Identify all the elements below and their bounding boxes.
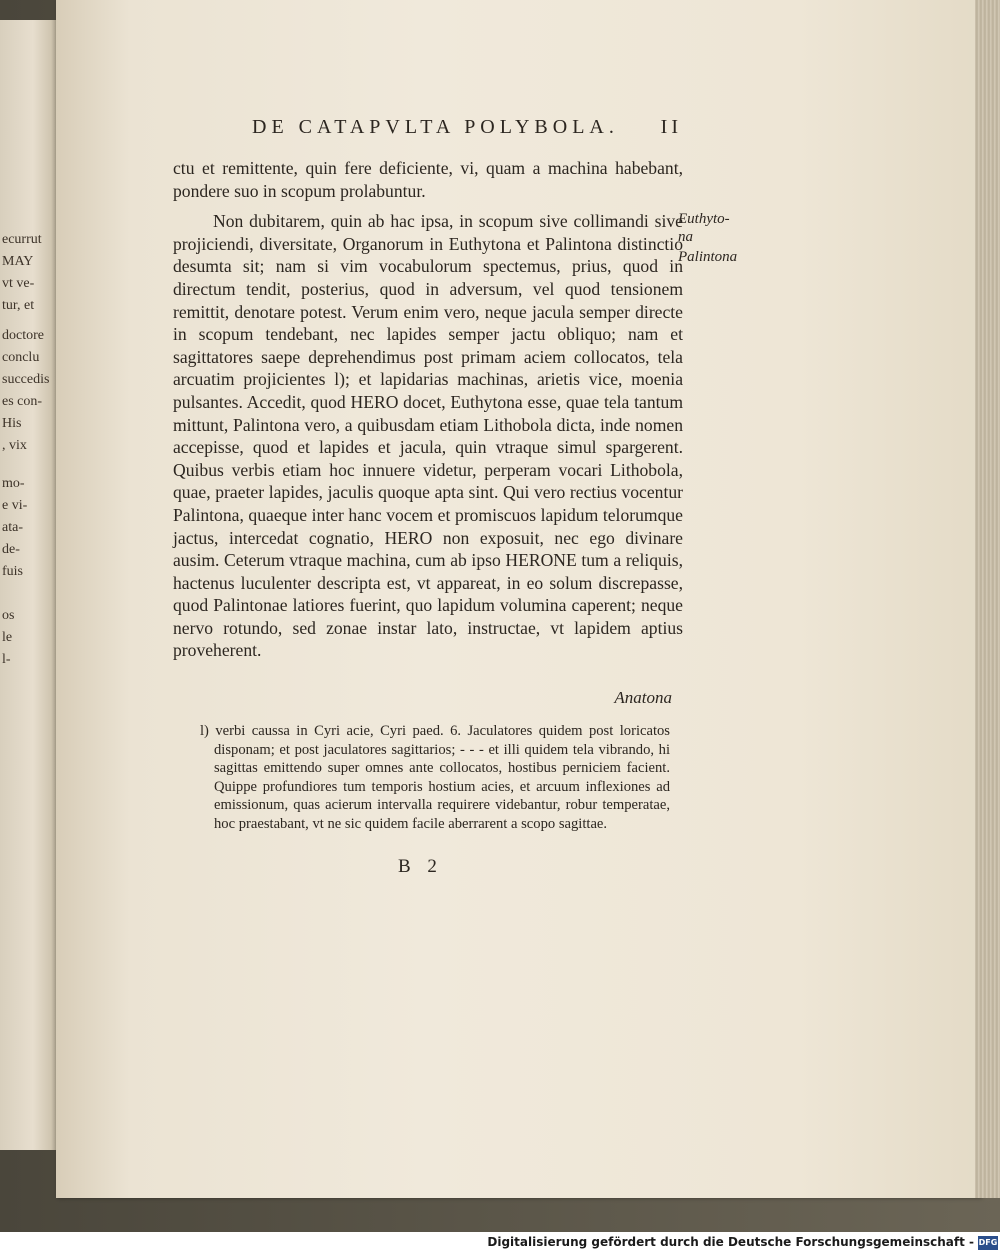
facing-text: l- (2, 652, 11, 667)
facing-text: fuis (2, 564, 23, 579)
facing-text: tur, et (2, 298, 35, 313)
facing-text: ecurrut (2, 232, 42, 247)
facing-text: es con- (2, 394, 43, 409)
facing-text: mo- (2, 476, 25, 491)
facing-text: e vi- (2, 498, 28, 513)
paragraph: ctu et remittente, quin fere deficiente, vi, quam a machina habebant, pondere suo in scopum prolabuntur. (173, 158, 683, 201)
facing-page-fragment (0, 20, 60, 1150)
margin-note-line: na (678, 229, 693, 245)
running-head-title: DE CATAPVLTA POLYBOLA. (252, 116, 619, 138)
footnote (200, 722, 670, 833)
facing-text: succedis (2, 372, 50, 387)
facing-text: doctore (2, 328, 44, 343)
footer-credit: Digitalisierung gefördert durch die Deutsche Forschungsgemeinschaft - (487, 1235, 974, 1249)
facing-text: , vix (2, 438, 27, 453)
paragraph: Non dubitarem, quin ab hac ipsa, in scopum sive collimandi sive projiciendi, diversitate, Organorum in Euthytona et Palintona distinctio desumta sit; nam si vim vocabulorum spectemus, prius, quod in directum tendit, posterius, quod in adversum, vel quod tensionem remittit, denotare potest. Verum enim vero, neque jacula semper directe in scopum tendebant, nec lapides semper jactu obliquo; nam et sagittatores saepe deprehendimus post primam aciem collocatos, tela arcuatim projicientes l); et lapidarias machinas, arietis vice, moenia pulsantes. Accedit, quod HERO docet, Euthytona esse, quae tela tantum mittunt, Palintona vero, a quibusdam etiam Lithobola dicta, inde nomen accepisse, quod et lapides et jacula, quin vtraque simul spargerent. Quibus verbis etiam hoc innuere videtur, perperam vocari Lithobola, quae, praeter lapides, jaculis quoque apta sint. Qui vero rectius vocentur Palintona, quaeque inter hanc vocem et promiscuos lapidum telorumque jactus, intercedat cognatio, HERO non exposuit, nec ego divinare ausim. Ceterum vtraque machina, cum ab ipso HERONE tum a reliquis, hactenus luculenter descripta est, vt appareat, in eo solum discrepasse, quod Palintonae latiores fuerint, quo lapidum volumina caperent; neque nervo rotundo, sed zonae instar lato, instructae, vt lapidem aptius proveherent. (173, 211, 683, 661)
body-text (173, 157, 683, 662)
footnote-text: l) verbi caussa in Cyri acie, Cyri paed. 6. Jaculatores quidem post loricatos disponam; et post jaculatores sagittarios; - - - et illi quidem tela vibrando, hi sagittas emittendo super omnes ante collocatos, hostibus perniciem facient. Quippe profundiores tum temporis hostium acies, et arcuum inflexiones ad emissionum, quas acierum intervalla requirere videbantur, robur temperatae, hoc praestabant, vt ne sic quidem facile aberrarent a scopo sagittae. (200, 723, 670, 832)
margin-note-palintona: Palintona (678, 249, 738, 265)
page-number: II (660, 116, 682, 138)
facing-text: vt ve- (2, 276, 35, 291)
facing-text: conclu (2, 350, 40, 365)
footer-bar (0, 1232, 1000, 1254)
signature-mark: B 2 (398, 856, 443, 877)
facing-text: le (2, 630, 13, 645)
margin-note-euthytona (678, 210, 768, 246)
running-head (252, 116, 682, 139)
facing-text: His (2, 416, 22, 431)
margin-note-line: Euthyto- (678, 211, 730, 227)
catchword: Anatona (614, 688, 672, 707)
facing-text: de- (2, 542, 20, 557)
page-edges (975, 0, 1000, 1198)
facing-text: ata- (2, 520, 23, 535)
facing-text: MAY (2, 254, 34, 269)
dfg-logo-icon: DFG (978, 1236, 998, 1250)
facing-text: os (2, 608, 15, 623)
